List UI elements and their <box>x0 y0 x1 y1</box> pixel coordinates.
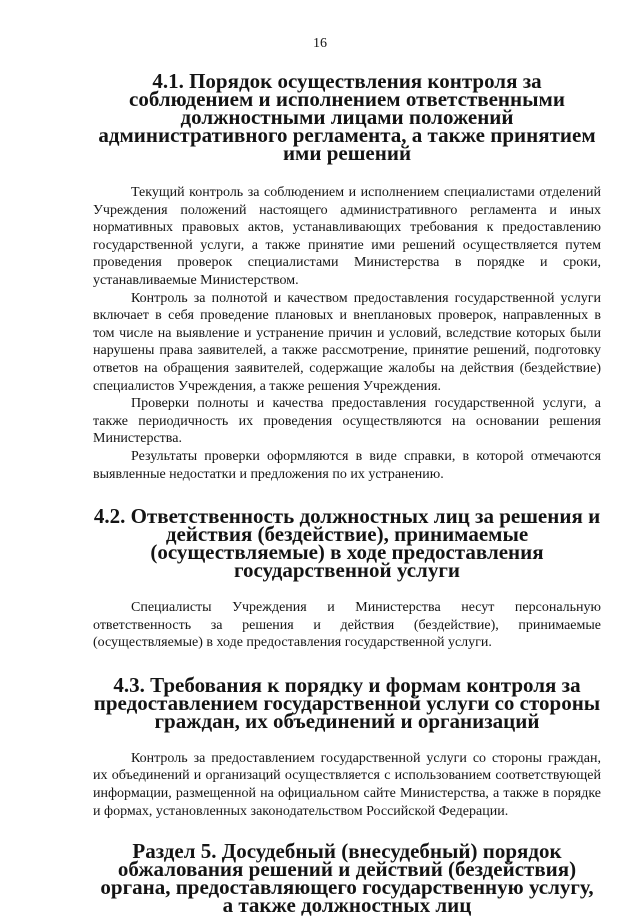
section-4-2 <box>93 504 601 652</box>
section-4-1 <box>93 69 601 483</box>
paragraph: Контроль за полнотой и качеством предоставления государственной услуги включает в себя проведение плановых и внеплановых проверок, направленных в том числе на выявление и устранение причин и условий, вследствие которых были нарушены права заявителей, а также рассмотрение, принятие решений, подготовку ответов на обращения заявителей, содержащие жалобы на действия (бездействие) специалистов Учреждения, а также решения Учреждения. <box>93 290 601 394</box>
section-heading-4-3: 4.3. Требования к порядку и формам контроля за предоставлением государственной услуги со стороны граждан, их объединений и организаций <box>93 672 601 733</box>
paragraph: Текущий контроль за соблюдением и исполнением специалистами отделений Учреждения положений настоящего административного регламента и иных нормативных правовых актов, устанавливающих требования к предоставлению государственной услуги, а также принятие ими решений осуществляется путем проведения проверок специалистами Министерства в порядке и сроки, устанавливаемые Министерством. <box>93 185 601 288</box>
paragraph: Результаты проверки оформляются в виде справки, в которой отмечаются выявленные недостатки и предложения по их устранению. <box>93 448 601 482</box>
section-heading-4-2: 4.2. Ответственность должностных лиц за решения и действия (бездействие), принимаемые (осуществляемые) в ходе предоставления государственной услуги <box>93 504 601 583</box>
page-number: 16 <box>313 36 327 51</box>
paragraph: Контроль за предоставлением государственной услуги со стороны граждан, их объединений и организаций осуществляется с использованием соответствующей информации, размещенной на официальном сайте Министерства, а также в порядке и формах, установленных законодательством Российской Федерации. <box>93 750 601 819</box>
paragraph: Проверки полноты и качества предоставления государственной услуги, а также периодичность их проведения осуществляются на основании решения Министерства. <box>93 396 601 447</box>
paragraph: Специалисты Учреждения и Министерства несут персональную ответственность за решения и действия (бездействие), принимаемые (осуществляемые) в ходе предоставления государственной услуги. <box>93 600 601 651</box>
section-5 <box>93 839 601 917</box>
section-heading-4-1: 4.1. Порядок осуществления контроля за соблюдением и исполнением ответственными должностными лицами положений административного регламента, а также принятием ими решений <box>98 69 596 165</box>
section-4-3 <box>93 672 601 820</box>
document-body <box>93 69 601 917</box>
section-heading-5: Раздел 5. Досудебный (внесудебный) порядок обжалования решений и действий (бездействия) органа, предоставляющего государственную услугу, а также должностных лиц <box>100 839 594 917</box>
